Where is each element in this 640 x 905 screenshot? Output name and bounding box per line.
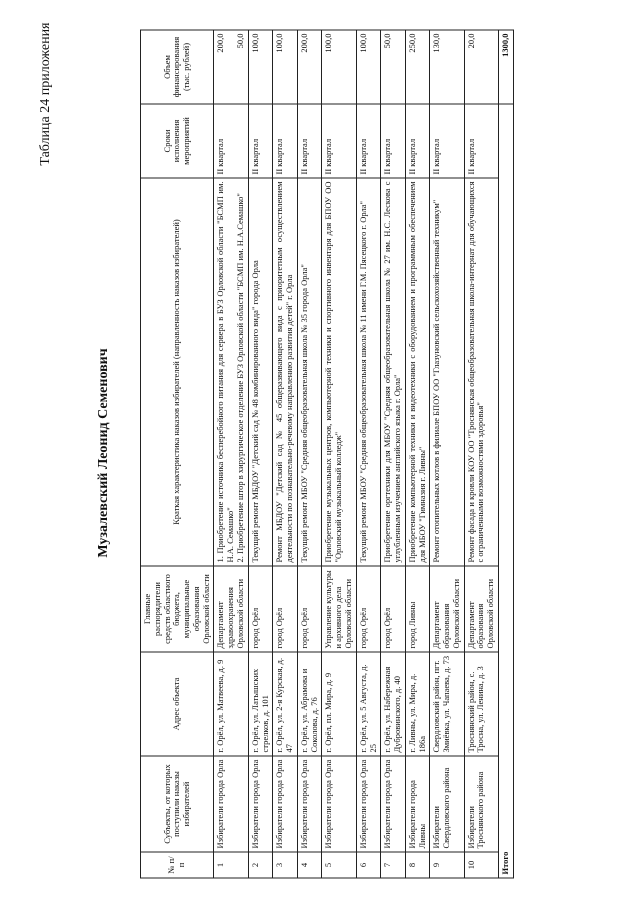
amount-cell	[214, 30, 249, 104]
header-cell: Адрес объекта	[141, 652, 214, 756]
subject-cell: Избиратели города Орла	[297, 756, 322, 852]
term-cell: II квартал	[297, 104, 322, 178]
row-number: 5	[322, 852, 356, 878]
description-line: Ремонт фасада и кровли КОУ ОО "Троснянская общеобразовательная школа-интернат для обучающихся с ограниченными возможностями здоровья"	[465, 181, 486, 562]
description-cell	[405, 178, 430, 566]
description-cell	[464, 178, 498, 566]
header-cell: Объем финансирования (тыс. рублей)	[141, 30, 214, 104]
subject-cell: Избиратели Троснянского района	[464, 756, 498, 852]
table-row	[405, 30, 430, 878]
subject-cell: Избиратели города Орла	[273, 756, 298, 852]
term-cell: II квартал	[405, 104, 430, 178]
description-line: Текущий ремонт МБОУ "Средняя общеобразовательная школа № 11 имени Г.М. Пясецкого г. Орла"	[357, 200, 368, 562]
recipient-cell: Департамент здравоохранения Орловской области	[214, 566, 249, 652]
description-cell	[297, 178, 322, 566]
table-row	[356, 30, 381, 878]
address-cell: г. Орёл, ул. 5 Августа, д. 25	[356, 652, 381, 756]
term-cell: II квартал	[430, 104, 464, 178]
amount-cell	[248, 30, 273, 104]
amount-value: 200,0	[215, 33, 226, 53]
mandates-table	[140, 29, 514, 878]
term-cell: II квартал	[248, 104, 273, 178]
description-cell	[381, 178, 406, 566]
header-cell: Главные распорядители средств областного бюджета, муниципальные образования Орловской области	[141, 566, 214, 652]
recipient-cell: Департамент образования Орловской области	[430, 566, 464, 652]
recipient-cell: город Орёл	[381, 566, 406, 652]
header-cell: Краткая характеристика наказов избирателей (направленность наказов избирателей)	[141, 178, 214, 566]
amount-value: 100,0	[323, 33, 334, 53]
header-cell: № п/п	[141, 852, 214, 878]
subject-cell: Избиратели города Орла	[356, 756, 381, 852]
address-cell: г. Орёл, ул. Матвеева, д. 9	[214, 652, 249, 756]
subject-cell: Избиратели города Орла	[322, 756, 356, 852]
description-line: Приобретение оргтехники для МБОУ "Средняя общеобразовательная школа № 27 им. Н.С. Лескова с углубленным изучением английского языка г. Орла"	[382, 181, 403, 562]
table-row	[273, 30, 298, 878]
amount-value: 50,0	[382, 33, 393, 48]
recipient-cell: город Орёл	[273, 566, 298, 652]
address-cell: Свердловский район, пгт. Змиёвка, ул. Чапаева, д. 73	[430, 652, 464, 756]
recipient-cell: город Орёл	[248, 566, 273, 652]
recipient-cell: Управление культуры и архивного дела Орловской области	[322, 566, 356, 652]
table-row	[214, 30, 249, 878]
description-line: Ремонт МБДОУ "Детский сад № 45 общеразвивающего вида с приоритетным осуществлением деятельности по познавательно-речевому направлению развития детей" г. Орла	[274, 181, 295, 562]
amount-value: 50,0	[235, 33, 246, 48]
table-row	[464, 30, 498, 878]
amount-value: 20,0	[465, 33, 476, 48]
amount-value: 100,0	[274, 33, 285, 53]
row-number: 9	[430, 852, 464, 878]
description-cell	[322, 178, 356, 566]
address-cell: г. Орёл, ул. Набережная Дубровинского, д. 40	[381, 652, 406, 756]
description-cell	[356, 178, 381, 566]
description-cell	[430, 178, 464, 566]
subject-cell: Избиратели города Орла	[248, 756, 273, 852]
amount-value: 130,0	[431, 33, 442, 53]
address-cell: г. Орёл, ул. Абрамова и Соколова, д. 76	[297, 652, 322, 756]
row-number: 8	[405, 852, 430, 878]
amount-cell	[297, 30, 322, 104]
header-cell: Сроки исполнения мероприятий	[141, 104, 214, 178]
recipient-cell: город Ливны	[405, 566, 430, 652]
table-row	[248, 30, 273, 878]
table-row	[430, 30, 464, 878]
table-row	[322, 30, 356, 878]
amount-cell	[464, 30, 498, 104]
term-cell: II квартал	[273, 104, 298, 178]
term-cell: II квартал	[464, 104, 498, 178]
description-line: 2. Приобретение штор в хирургическое отделение БУЗ Орловской области "БСМП им. Н.А.Семашко"	[234, 192, 245, 562]
address-cell: г. Орёл, ул. Латышских стрелков, д. 101	[248, 652, 273, 756]
subject-cell: Избиратели города Орла	[214, 756, 249, 852]
description-cell	[248, 178, 273, 566]
recipient-cell: город Орёл	[297, 566, 322, 652]
term-cell: II квартал	[214, 104, 249, 178]
address-cell: г. Ливны, ул. Мира, д. 186а	[405, 652, 430, 756]
description-line: 1. Приобретение источника бесперебойного питания для сервера в БУЗ Орловской области "БСМП им. Н.А. Семашко"	[215, 181, 236, 562]
term-cell: II квартал	[322, 104, 356, 178]
total-amount: 1300,0	[498, 30, 513, 104]
subject-cell: Избиратели Свердловского района	[430, 756, 464, 852]
row-number: 7	[381, 852, 406, 878]
term-cell: II квартал	[381, 104, 406, 178]
amount-cell	[322, 30, 356, 104]
amount-cell	[381, 30, 406, 104]
description-cell	[214, 178, 249, 566]
subject-cell: Избиратели города Орла	[381, 756, 406, 852]
term-cell: II квартал	[356, 104, 381, 178]
description-line: Приобретение музыкальных центров, компьютерной техники и спортивного инвентаря для БПОУ ОО "Орловский музыкальный колледж"	[323, 181, 344, 562]
recipient-cell: город Орёл	[356, 566, 381, 652]
document-title: Музалевский Леонид Семенович	[96, 347, 111, 558]
address-cell: г. Орёл, ул. 2-я Курская, д. 47	[273, 652, 298, 756]
recipient-cell: Департамент образования Орловской области	[464, 566, 498, 652]
annex-label: Таблица 24 приложения	[38, 22, 53, 166]
subject-cell: Избиратели города Ливны	[405, 756, 430, 852]
amount-value: 200,0	[298, 33, 309, 53]
description-line: Ремонт отопительных котлов в филиале БПОУ ОО "Глазуновский сельскохозяйственный техникум"	[431, 199, 442, 562]
description-line: Текущий ремонт МБДОУ "Детский сад № 48 комбинированного вида" города Орла	[249, 259, 260, 562]
row-number: 3	[273, 852, 298, 878]
amount-cell	[405, 30, 430, 104]
row-number: 4	[297, 852, 322, 878]
row-number: 10	[464, 852, 498, 878]
address-cell: г. Орёл, пл. Мира, д. 9	[322, 652, 356, 756]
amount-cell	[356, 30, 381, 104]
header-row	[141, 30, 214, 878]
description-cell	[273, 178, 298, 566]
amount-cell	[273, 30, 298, 104]
row-number: 1	[214, 852, 249, 878]
description-line: Приобретение компьютерной техники и видеотехники с оборудованием и программным обеспечением для МБОУ "Гимназия г. Ливны"	[406, 181, 427, 562]
row-number: 2	[248, 852, 273, 878]
amount-value: 100,0	[357, 33, 368, 53]
table-row	[381, 30, 406, 878]
table-row	[297, 30, 322, 878]
total-row	[498, 30, 513, 878]
address-cell: Троснянский район, с. Тросна, ул. Ленина, д. 3	[464, 652, 498, 756]
description-line: Текущий ремонт МБОУ "Средняя общеобразовательная школа № 35 города Орла"	[298, 263, 309, 562]
amount-cell	[430, 30, 464, 104]
row-number: 6	[356, 852, 381, 878]
header-cell: Субъекты, от которых поступили наказы избирателей	[141, 756, 214, 852]
amount-value: 250,0	[406, 33, 417, 53]
total-label: Итого	[498, 104, 513, 878]
amount-value: 100,0	[249, 33, 260, 53]
